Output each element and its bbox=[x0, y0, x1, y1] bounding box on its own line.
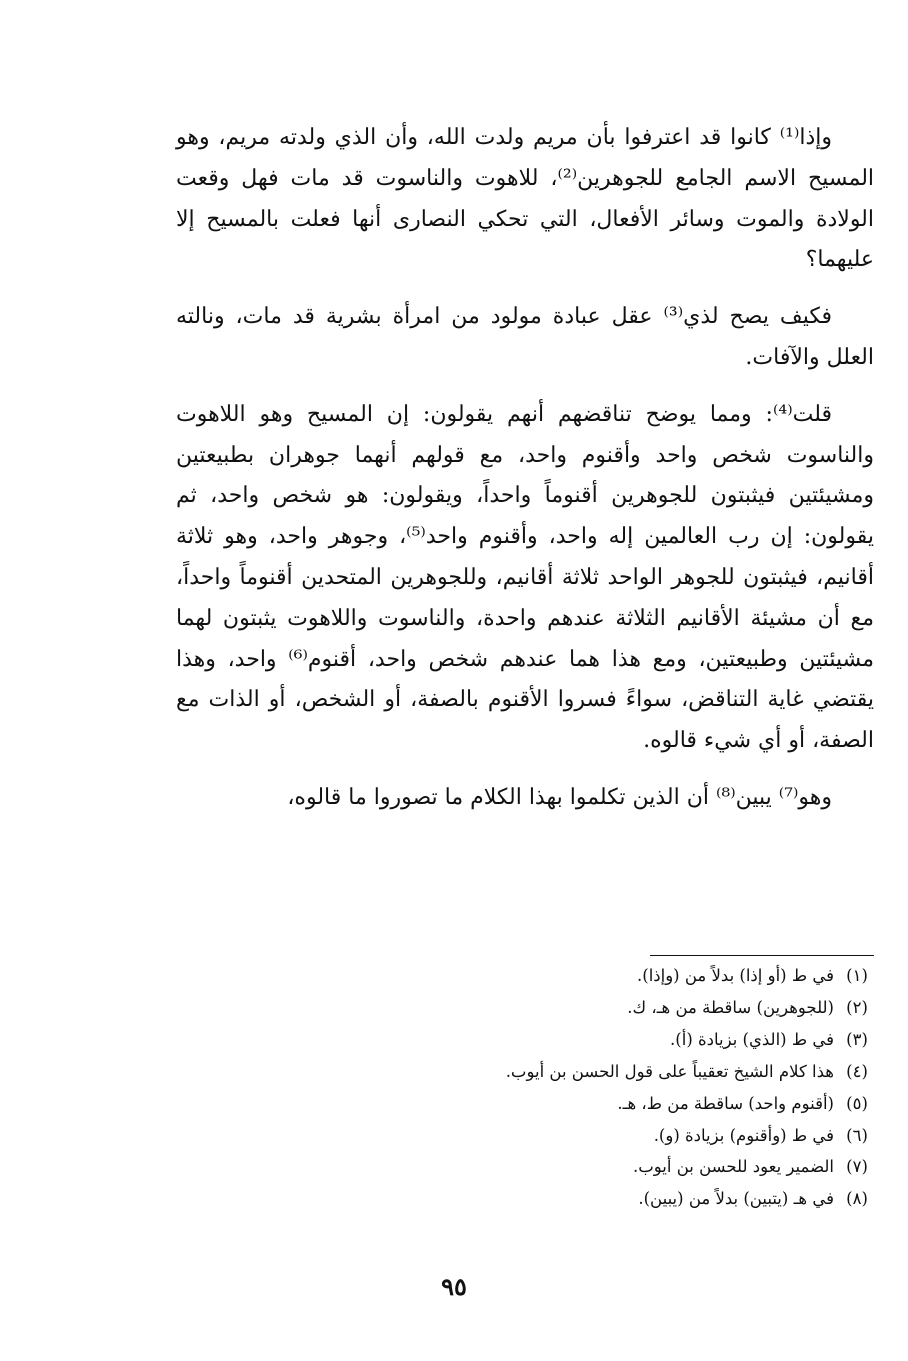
footnote-number: (٨) bbox=[846, 1189, 868, 1209]
footnote-text: في ط (وأقنوم) بزيادة (و). bbox=[653, 1125, 834, 1145]
footnote-text: في ط (أو إذا) بدلاً من (وإذا). bbox=[637, 966, 834, 985]
footnotes bbox=[176, 960, 874, 1215]
footnote-number: (٦) bbox=[846, 1125, 868, 1145]
footnote-text: (أقنوم واحد) ساقطة من ط، هـ. bbox=[617, 1093, 834, 1113]
footnote-number: (٤) bbox=[846, 1061, 868, 1081]
footnote-text: (للجوهرين) ساقطة من هـ، ك. bbox=[627, 997, 834, 1017]
footnote-number: (٢) bbox=[846, 997, 868, 1017]
paragraph-4: وهو⁽⁷⁾ يبين⁽⁸⁾ أن الذين تكلموا بهذا الكلام ما تصوروا ما قالوه، bbox=[287, 784, 832, 810]
footnote bbox=[176, 1024, 874, 1056]
footnote bbox=[176, 1088, 874, 1120]
footnote bbox=[176, 1183, 874, 1215]
footnote-number: (٥) bbox=[846, 1093, 868, 1113]
paragraph-3: قلت⁽⁴⁾: ومما يوضح تناقضهم أنهم يقولون: إن المسيح وهو اللاهوت والناسوت شخص واحد وأقنوم واحد، مع قولهم أنهما جوهران بطبيعتين ومشيئتين فيثبتون للجوهرين أقنوماً واحداً، ويقولون: هو شخص واحد، ثم يقولون: إن رب العالمين إله واحد، وأقنوم واحد⁽⁵⁾، وجوهر واحد، وهو ثلاثة أقانيم، فيثبتون للجوهر الواحد ثلاثة أقانيم، وللجوهرين المتحدين أقنوماً واحداً، مع أن مشيئة الأقانيم الثلاثة عندهم واحدة، والناسوت واللاهوت يثبتون لهما مشيئتين وطبيعتين، ومع هذا هما عندهم شخص واحد، أقنوم⁽⁶⁾ واحد، وهذا يقتضي غاية التناقض، سواءً فسروا الأقنوم بالصفة، أو الشخص، أو الذات مع الصفة، أو أي شيء قالوه. bbox=[176, 401, 875, 754]
footnote-text: الضمير يعود للحسن بن أيوب. bbox=[633, 1157, 834, 1177]
footnote bbox=[176, 960, 874, 992]
footnote-number: (٣) bbox=[846, 1029, 868, 1049]
footnote-number: (٧) bbox=[846, 1157, 868, 1177]
main-text bbox=[176, 118, 874, 819]
footnote-separator bbox=[650, 955, 874, 956]
footnote bbox=[176, 1151, 874, 1183]
footnote-text: في ط (الذي) بزيادة (أ). bbox=[670, 1029, 834, 1049]
footnote bbox=[176, 1056, 874, 1088]
footnote-number: (١) bbox=[846, 966, 868, 985]
footnote-text: هذا كلام الشيخ تعقيباً على قول الحسن بن أيوب. bbox=[505, 1061, 834, 1081]
footnote bbox=[176, 992, 874, 1024]
footnote-text: في هـ (يتبين) بدلاً من (يبين). bbox=[638, 1189, 834, 1209]
footnote bbox=[176, 1120, 874, 1152]
paragraph-1: وإذا⁽¹⁾ كانوا قد اعترفوا بأن مريم ولدت الله، وأن الذي ولدته مريم، وهو المسيح الاسم الجامع للجوهرين⁽²⁾، للاهوت والناسوت قد مات فهل وقعت الولادة والموت وسائر الأفعال، التي تحكي النصارى أنها فعلت بالمسيح إلا عليهما؟ bbox=[176, 125, 875, 273]
page-number: ٩٥ bbox=[441, 1272, 467, 1301]
paragraph-2: فكيف يصح لذي⁽³⁾ عقل عبادة مولود من امرأة بشرية قد مات، ونالته العلل والآفات. bbox=[176, 304, 874, 370]
